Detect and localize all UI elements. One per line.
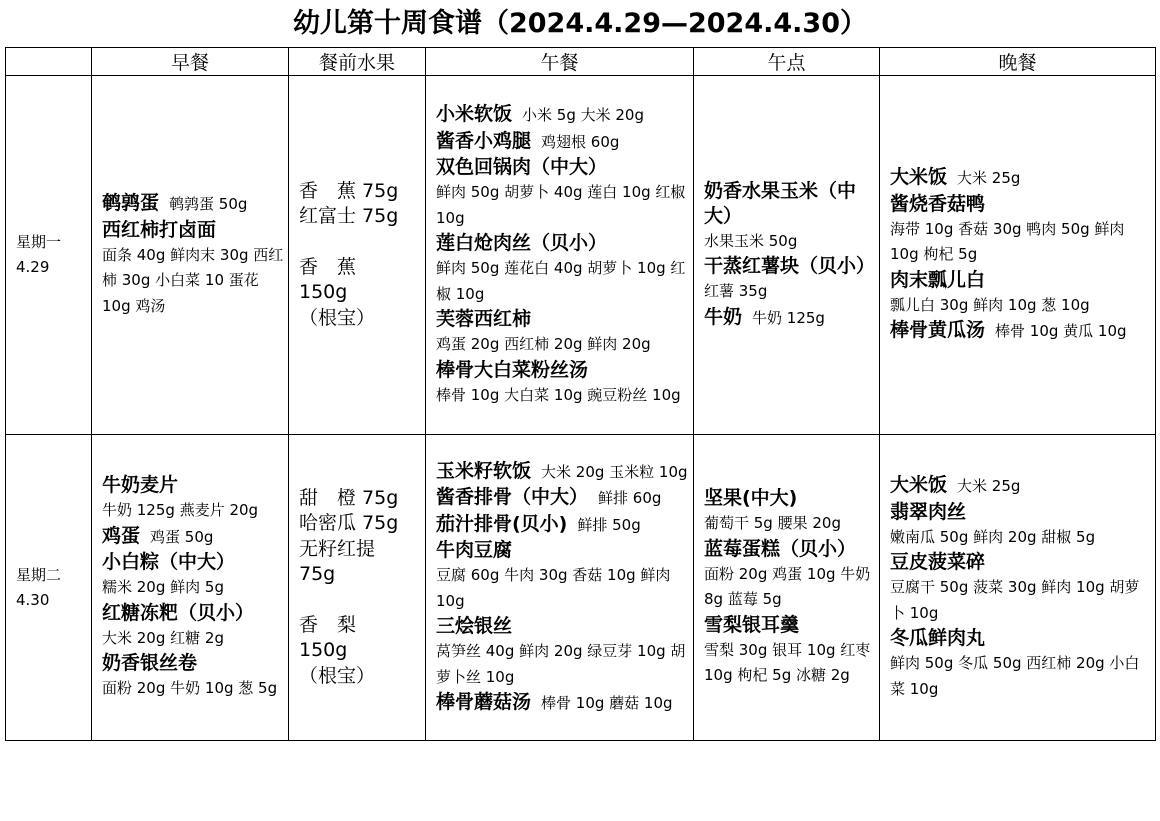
fruit-item: 哈密瓜 75g <box>299 512 399 535</box>
dish-ingredients: 棒骨 10g 大白菜 10g 豌豆粉丝 10g <box>436 385 681 404</box>
menu-item <box>102 550 284 575</box>
dish-ingredients: 鸡蛋 20g 西红柿 20g 鲜肉 20g <box>436 335 651 353</box>
menu-item <box>890 192 1151 217</box>
dish-name: 小米软饭 <box>436 103 513 125</box>
menu-item <box>704 229 875 255</box>
breakfast-cell <box>92 435 289 741</box>
dish-ingredients: 水果玉米 50g <box>704 231 798 250</box>
dish-ingredients: 莴笋丝 40g 鲜肉 20g 绿豆芽 10g 胡萝卜丝 10g <box>436 642 686 686</box>
menu-item <box>890 473 1151 500</box>
menu-item <box>890 165 1151 192</box>
menu-item <box>102 601 284 626</box>
menu-item <box>436 563 689 614</box>
dish-ingredients: 大米 20g 玉米粒 10g <box>541 462 688 481</box>
dish-ingredients: 面条 40g 鲜肉末 30g 西红柿 30g 小白菜 10 蛋花 10g 鸡汤 <box>102 245 284 315</box>
menu-item <box>436 155 689 180</box>
day-cell-monday <box>6 76 92 435</box>
lunch-cell <box>426 76 694 435</box>
dish-ingredients: 面粉 20g 鸡蛋 10g 牛奶 8g 蓝莓 5g <box>704 564 871 609</box>
header-breakfast: 早餐 <box>92 48 289 76</box>
header-dinner: 晚餐 <box>880 48 1156 76</box>
menu-item <box>890 525 1151 551</box>
menu-item <box>704 305 875 332</box>
menu-item <box>436 129 689 156</box>
menu-item <box>102 218 284 243</box>
dish-ingredients: 雪梨 30g 银耳 10g 红枣 10g 枸杞 5g 冰糖 2g <box>704 640 871 685</box>
menu-item <box>102 243 284 320</box>
dish-name: 肉末瓢儿白 <box>890 268 986 291</box>
fruit-item: 红富士 75g <box>299 205 399 228</box>
day-cell-tuesday <box>6 435 92 741</box>
dish-name: 芙蓉西红柿 <box>436 308 532 330</box>
dish-name: 奶香水果玉米（中大） <box>704 179 857 227</box>
menu-item <box>436 231 689 256</box>
dish-ingredients: 鲜肉 50g 莲花白 40g 胡萝卜 10g 红椒 10g <box>436 259 686 303</box>
header-row <box>6 48 1156 76</box>
dish-name: 棒骨黄瓜汤 <box>890 319 986 342</box>
dish-name: 棒骨大白菜粉丝汤 <box>436 358 589 381</box>
fruit-item: 甜 橙 75g <box>299 486 399 509</box>
menu-item <box>436 102 689 129</box>
dish-ingredients: 牛奶 125g <box>752 308 825 327</box>
fruit-item: 75g <box>299 563 336 586</box>
menu-item <box>436 614 689 639</box>
dish-ingredients: 棒骨 10g 蘑菇 10g <box>541 694 673 712</box>
header-snack: 午点 <box>694 48 880 76</box>
menu-item <box>102 676 284 702</box>
fruit-item: 无籽红提 <box>299 537 376 560</box>
dish-ingredients: 鲜排 60g <box>598 489 662 507</box>
dish-ingredients: 鹌鹑蛋 50g <box>169 195 248 213</box>
menu-item <box>436 358 689 383</box>
fruit-item: （根宝） <box>299 306 376 329</box>
fruit-cell <box>289 435 426 741</box>
menu-item <box>890 318 1151 345</box>
menu-item <box>102 473 284 498</box>
dish-name: 豆皮菠菜碎 <box>890 551 986 573</box>
menu-item <box>704 279 875 305</box>
dish-ingredients: 鲜肉 50g 胡萝卜 40g 莲白 10g 红椒 10g <box>436 183 686 227</box>
menu-item <box>102 524 284 551</box>
dish-ingredients: 瓢儿白 30g 鲜肉 10g 葱 10g <box>890 295 1090 314</box>
dish-ingredients: 鸡翅根 60g <box>541 132 620 151</box>
menu-item <box>890 550 1151 575</box>
menu-item <box>704 254 875 279</box>
dish-name: 坚果(中大) <box>704 487 798 510</box>
menu-item <box>704 511 875 537</box>
dish-ingredients: 大米 25g <box>957 169 1021 188</box>
menu-item <box>704 613 875 638</box>
menu-item <box>890 268 1151 293</box>
dish-ingredients: 鲜肉 50g 冬瓜 50g 西红柿 20g 小白菜 10g <box>890 654 1140 698</box>
snack-cell <box>694 435 880 741</box>
dish-ingredients: 鲜排 50g <box>577 515 641 534</box>
menu-item <box>102 575 284 601</box>
dish-name: 莲白炝肉丝（贝小） <box>436 232 608 254</box>
dish-name: 酱烧香菇鸭 <box>890 192 986 215</box>
dish-name: 干蒸红薯块（贝小） <box>704 255 876 278</box>
menu-item <box>436 485 689 512</box>
menu-item <box>704 562 875 613</box>
menu-item <box>102 626 284 652</box>
dish-name: 西红柿打卤面 <box>102 218 217 241</box>
menu-item <box>436 383 689 409</box>
menu-item <box>102 498 284 524</box>
menu-item <box>102 651 284 676</box>
dish-name: 茄汁排骨(贝小) <box>436 512 568 535</box>
dish-name: 蓝莓蛋糕（贝小） <box>704 537 857 560</box>
dish-ingredients: 牛奶 125g 燕麦片 20g <box>102 501 259 520</box>
menu-item <box>436 332 689 358</box>
dish-name: 雪梨银耳羹 <box>704 613 800 636</box>
dish-name: 奶香银丝卷 <box>102 652 198 675</box>
menu-item <box>436 639 689 690</box>
dish-ingredients: 葡萄干 5g 腰果 20g <box>704 514 841 533</box>
fruit-item: 150g <box>299 281 348 304</box>
dish-name: 鸡蛋 <box>102 524 141 547</box>
menu-item <box>890 651 1151 702</box>
dish-ingredients: 小米 5g 大米 20g <box>522 106 644 124</box>
menu-item <box>102 191 284 218</box>
table-row-tuesday <box>6 435 1156 741</box>
dish-name: 酱香小鸡腿 <box>436 129 532 152</box>
day-label: 星期二 <box>16 565 62 584</box>
dish-ingredients: 红薯 35g <box>704 282 768 301</box>
header-corner <box>6 48 92 76</box>
menu-item <box>436 690 689 717</box>
snack-cell <box>694 76 880 435</box>
menu-item <box>436 512 689 539</box>
dish-name: 鹌鹑蛋 <box>102 192 160 214</box>
spacer <box>299 588 421 613</box>
menu-item <box>436 256 689 307</box>
fruit-item: （根宝） <box>299 664 376 687</box>
dinner-cell <box>880 435 1156 741</box>
menu-item <box>890 626 1151 651</box>
menu-item <box>436 459 689 486</box>
dish-ingredients: 面粉 20g 牛奶 10g 葱 5g <box>102 679 278 698</box>
menu-item <box>890 575 1151 626</box>
dish-name: 红糖冻粑（贝小） <box>102 601 255 624</box>
menu-table <box>5 47 1156 741</box>
dish-name: 玉米籽软饭 <box>436 459 532 482</box>
breakfast-cell <box>92 76 289 435</box>
spacer <box>299 230 421 255</box>
table-row-monday <box>6 76 1156 435</box>
dish-name: 双色回锅肉（中大） <box>436 156 608 178</box>
menu-item <box>704 638 875 689</box>
day-label: 星期一 <box>16 233 62 251</box>
dish-ingredients: 大米 20g 红糖 2g <box>102 628 224 647</box>
dish-ingredients: 嫩南瓜 50g 鲜肉 20g 甜椒 5g <box>890 527 1096 546</box>
header-fruit: 餐前水果 <box>289 48 426 76</box>
menu-item <box>436 307 689 332</box>
dish-name: 牛奶麦片 <box>102 474 179 497</box>
dish-name: 小白粽（中大） <box>102 551 236 574</box>
dish-name: 酱香排骨（中大） <box>436 486 589 508</box>
header-lunch: 午餐 <box>426 48 694 76</box>
menu-item <box>704 537 875 562</box>
menu-item <box>436 538 689 563</box>
fruit-item: 150g <box>299 639 348 662</box>
menu-item <box>890 293 1151 319</box>
page-title: 幼儿第十周食谱（2024.4.29—2024.4.30） <box>292 8 868 39</box>
menu-item <box>704 486 875 511</box>
dish-name: 三烩银丝 <box>436 615 513 637</box>
fruit-item: 香 蕉 75g <box>299 179 399 202</box>
dish-ingredients: 糯米 20g 鲜肉 5g <box>102 578 224 597</box>
dish-ingredients: 大米 25g <box>957 477 1021 495</box>
menu-item <box>890 217 1151 268</box>
dish-name: 大米饭 <box>890 474 948 496</box>
dish-name: 棒骨蘑菇汤 <box>436 691 532 713</box>
dish-name: 牛奶 <box>704 305 743 328</box>
dinner-cell <box>880 76 1156 435</box>
menu-item <box>890 500 1151 525</box>
dish-ingredients: 豆腐 60g 牛肉 30g 香菇 10g 鲜肉 10g <box>436 566 671 610</box>
dish-name: 大米饭 <box>890 166 948 189</box>
dish-ingredients: 棒骨 10g 黄瓜 10g <box>995 322 1127 341</box>
menu-item <box>704 179 875 229</box>
fruit-item: 香 梨 <box>299 613 357 636</box>
dish-name: 冬瓜鲜肉丸 <box>890 627 986 649</box>
fruit-item: 香 蕉 <box>299 255 357 278</box>
dish-name: 牛肉豆腐 <box>436 539 513 561</box>
menu-item <box>436 180 689 231</box>
dish-ingredients: 海带 10g 香菇 30g 鸭肉 50g 鲜肉 10g 枸杞 5g <box>890 219 1125 264</box>
fruit-cell <box>289 76 426 435</box>
day-date: 4.30 <box>16 590 50 609</box>
dish-name: 翡翠肉丝 <box>890 500 967 523</box>
dish-ingredients: 豆腐干 50g 菠菜 30g 鲜肉 10g 胡萝卜 10g <box>890 578 1140 622</box>
lunch-cell <box>426 435 694 741</box>
dish-ingredients: 鸡蛋 50g <box>150 527 214 546</box>
day-date: 4.29 <box>16 258 50 276</box>
